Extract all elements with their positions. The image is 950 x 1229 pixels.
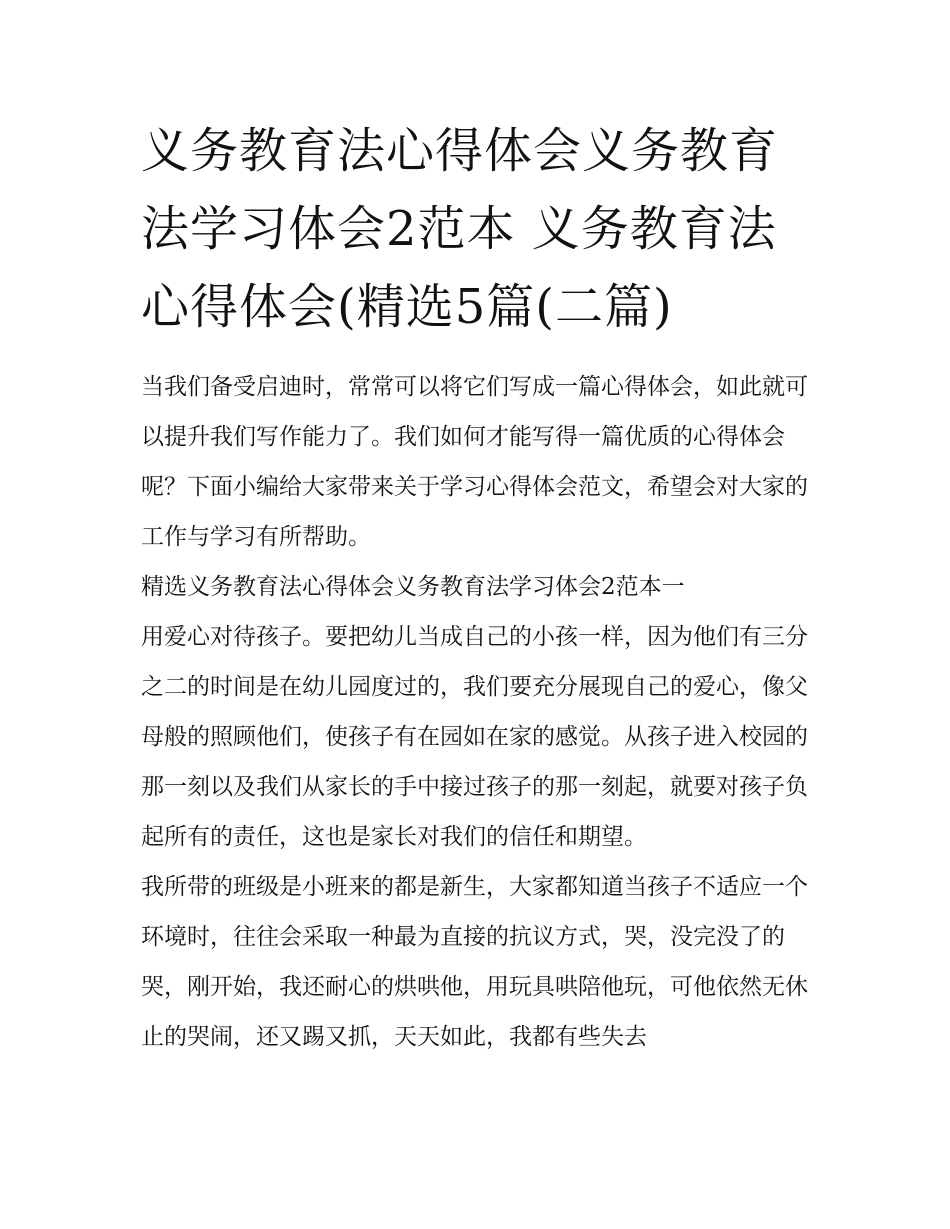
paragraph-love-children: 用爱心对待孩子。要把幼儿当成自己的小孩一样，因为他们有三分之二的时间是在幼儿园度过的，我们要充分展现自己的爱心，像父母般的照顾他们，使孩子有在园如在家的感觉。从孩子进入校园的那一刻以及我们从家长的手中接过孩子的那一刻起，就要对孩子负起所有的责任，这也是家长对我们的信任和期望。 (141, 624, 808, 850)
document-title: 义务教育法心得体会义务教育法学习体会2范本 义务教育法心得体会(精选5篇(二篇) (141, 123, 779, 335)
paragraph-intro: 当我们备受启迪时，常常可以将它们写成一篇心得体会，如此就可以提升我们写作能力了。我们如何才能写得一篇优质的心得体会呢？下面小编给大家带来关于学习心得体会范文，希望会对大家的工作与学习有所帮助。 (141, 374, 808, 550)
paragraph-new-class: 我所带的班级是小班来的都是新生，大家都知道当孩子不适应一个环境时，往往会采取一种最为直接的抗议方式，哭，没完没了的哭，刚开始，我还耐心的烘哄他，用玩具哄陪他玩，可他依然无休止的哭闹，还又踢又抓，天天如此，我都有些失去 (141, 874, 808, 1050)
paragraph-section-heading: 精选义务教育法心得体会义务教育法学习体会2范本一 (141, 574, 685, 600)
document-body (141, 362, 813, 1062)
document-page (141, 112, 813, 1062)
